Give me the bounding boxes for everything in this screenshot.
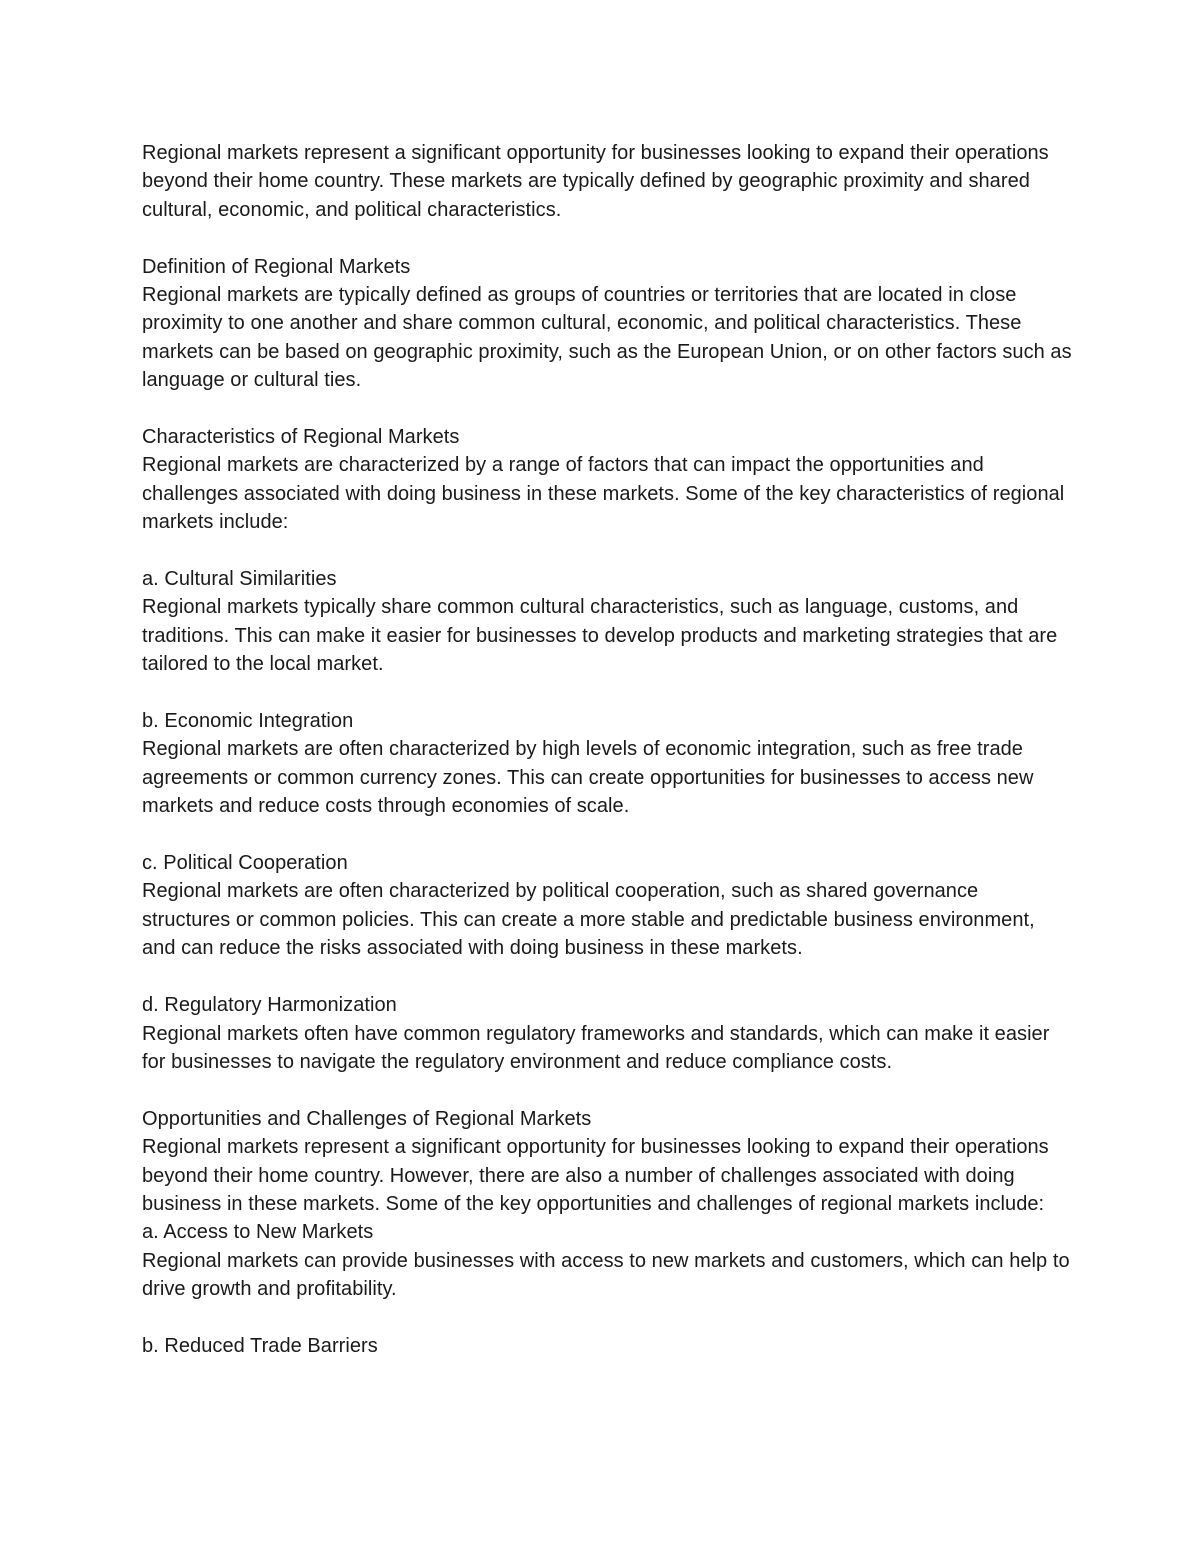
political-paragraph: Regional markets are often characterized by political cooperation, such as shared governance structures or common policies. This can create a more stable and predictable business environment, and can reduce the risks associated with doing business in these markets.	[142, 880, 1035, 960]
characteristics-heading: Characteristics of Regional Markets	[142, 426, 460, 449]
economic-heading: b. Economic Integration	[142, 710, 354, 733]
document-page	[142, 139, 1072, 1389]
characteristics-section	[142, 423, 1072, 537]
cultural-paragraph: Regional markets typically share common cultural characteristics, such as language, customs, and traditions. This can make it easier for businesses to develop products and marketing strategies that are tailored to the local market.	[142, 596, 1058, 676]
regulatory-heading: d. Regulatory Harmonization	[142, 994, 397, 1017]
access-section	[142, 1218, 1072, 1303]
economic-paragraph: Regional markets are often characterized by high levels of economic integration, such as free trade agreements or common currency zones. This can create opportunities for businesses to access new markets and reduce costs through economies of scale.	[142, 738, 1034, 818]
definition-section	[142, 253, 1072, 395]
regulatory-paragraph: Regional markets often have common regulatory frameworks and standards, which can make it easier for businesses to navigate the regulatory environment and reduce compliance costs.	[142, 1022, 1050, 1073]
cultural-heading: a. Cultural Similarities	[142, 568, 337, 591]
definition-heading: Definition of Regional Markets	[142, 255, 411, 278]
barriers-heading: b. Reduced Trade Barriers	[142, 1334, 378, 1357]
access-heading: a. Access to New Markets	[142, 1221, 374, 1244]
political-section	[142, 849, 1072, 963]
opportunities-section	[142, 1105, 1072, 1219]
intro-paragraph: Regional markets represent a significant opportunity for businesses looking to expand their operations beyond their home country. These markets are typically defined by geographic proximity and shared cultural, economic, and political characteristics.	[142, 142, 1049, 221]
definition-paragraph: Regional markets are typically defined as groups of countries or territories that are located in close proximity to one another and share common cultural, economic, and political characteristics. These markets can be based on geographic proximity, such as the European Union, or on other factors such as language or cultural ties.	[142, 284, 1072, 392]
access-paragraph: Regional markets can provide businesses with access to new markets and customers, which can help to drive growth and profitability.	[142, 1249, 1070, 1301]
economic-section	[142, 707, 1072, 821]
opportunities-heading: Opportunities and Challenges of Regional Markets	[142, 1107, 592, 1130]
political-heading: c. Political Cooperation	[142, 852, 348, 875]
barriers-section	[142, 1332, 1072, 1360]
regulatory-section	[142, 991, 1072, 1076]
intro-section	[142, 139, 1072, 224]
cultural-section	[142, 565, 1072, 679]
opportunities-paragraph: Regional markets represent a significant opportunity for businesses looking to expand their operations beyond their home country. However, there are also a number of challenges associated with doing business in these markets. Some of the key opportunities and challenges of regional markets include:	[142, 1136, 1049, 1215]
characteristics-paragraph: Regional markets are characterized by a range of factors that can impact the opportunities and challenges associated with doing business in these markets. Some of the key characteristics of regional markets include:	[142, 454, 1065, 534]
